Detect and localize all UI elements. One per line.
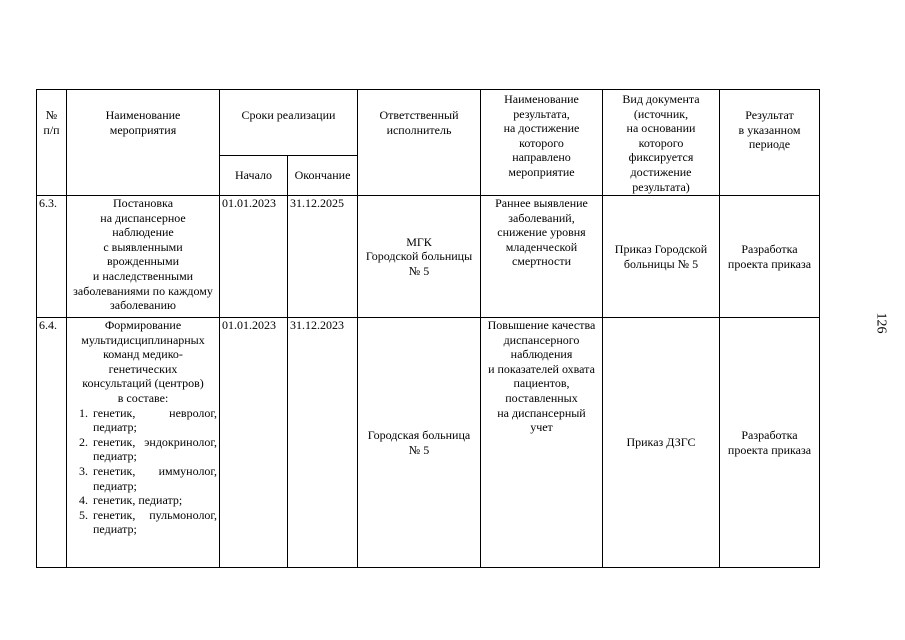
- header-responsible-text: Ответственный исполнитель: [379, 108, 459, 137]
- header-period-result: [720, 90, 820, 196]
- header-num: [37, 90, 67, 196]
- page-number: 126: [873, 312, 889, 334]
- row-event: [67, 318, 220, 568]
- team-members-list: [69, 406, 217, 537]
- table-row: [37, 196, 820, 318]
- row-num-text: 6.4.: [39, 318, 57, 332]
- row-doc-type: [603, 196, 720, 318]
- row-start-text: 01.01.2023: [222, 318, 276, 332]
- header-event: [67, 90, 220, 196]
- table-row: [37, 318, 820, 568]
- team-member-item: 4. генетик, педиатр;: [91, 493, 217, 508]
- measures-table: [36, 89, 820, 568]
- team-member-item: 3. генетик, иммунолог, педиатр;: [91, 464, 217, 493]
- header-result-name-text: Наименование результата, на достижение которого направлено мероприятие: [503, 92, 580, 179]
- row-result-name-text: Раннее выявление заболеваний, снижение уровня младенческой смертности: [495, 196, 588, 269]
- row-result-name: [481, 196, 603, 318]
- row-result-name-text: Повышение качества диспансерного наблюдения и показателей охвата пациентов, поставленных на диспансерный учет: [487, 318, 596, 435]
- row-period-result: [720, 318, 820, 568]
- row-responsible-text: Городская больница № 5: [367, 427, 471, 457]
- row-period-result-text: Разработка проекта приказа: [727, 427, 812, 457]
- team-member-item: 2. генетик, эндокринолог, педиатр;: [91, 435, 217, 464]
- row-start: [220, 196, 288, 318]
- header-end-text: Окончание: [294, 168, 351, 183]
- row-responsible: [358, 318, 481, 568]
- row-period-result: [720, 196, 820, 318]
- row-start: [220, 318, 288, 568]
- row-event: [67, 196, 220, 318]
- row-responsible: [358, 196, 481, 318]
- row-end-text: 31.12.2025: [290, 196, 344, 210]
- row-doc-type-text: Приказ ДЗГС: [626, 435, 696, 450]
- row-start-text: 01.01.2023: [222, 196, 276, 210]
- header-start: [220, 156, 288, 196]
- row-end: [288, 196, 358, 318]
- header-terms: [220, 90, 358, 156]
- header-end: [288, 156, 358, 196]
- header-result-name: [481, 90, 603, 196]
- team-member-item: 1. генетик, невролог, педиатр;: [91, 406, 217, 435]
- row-event-text: Постановка на диспансерное наблюдение с выявленными врожденными и наследственными заболеваниями по каждому заболеванию: [73, 196, 213, 313]
- header-responsible: [358, 90, 481, 196]
- row-num: [37, 318, 67, 568]
- header-doc-type: [603, 90, 720, 196]
- row-end-text: 31.12.2023: [290, 318, 344, 332]
- row-period-result-text: Разработка проекта приказа: [727, 241, 812, 271]
- row-responsible-text: МГК Городской больницы № 5: [365, 234, 473, 278]
- row-num-text: 6.3.: [39, 196, 57, 210]
- header-event-text: Наименование мероприятия: [105, 108, 181, 137]
- team-member-item: 5. генетик, пульмонолог, педиатр;: [91, 508, 217, 537]
- row-doc-type: [603, 318, 720, 568]
- row-doc-type-text: Приказ Городской больницы № 5: [614, 241, 708, 271]
- row-end: [288, 318, 358, 568]
- row-result-name: [481, 318, 603, 568]
- row-event-text: Формирование мультидисциплинарных команд медико- генетических консультаций (центров) в составе:: [81, 318, 205, 405]
- header-num-text: № п/п: [43, 108, 60, 137]
- header-doc-type-text: Вид документа (источник, на основании которого фиксируется достижение результата): [622, 92, 700, 194]
- header-start-text: Начало: [235, 168, 272, 183]
- header-period-result-text: Результат в указанном периоде: [738, 108, 801, 152]
- row-num: [37, 196, 67, 318]
- header-terms-text: Сроки реализации: [241, 108, 336, 122]
